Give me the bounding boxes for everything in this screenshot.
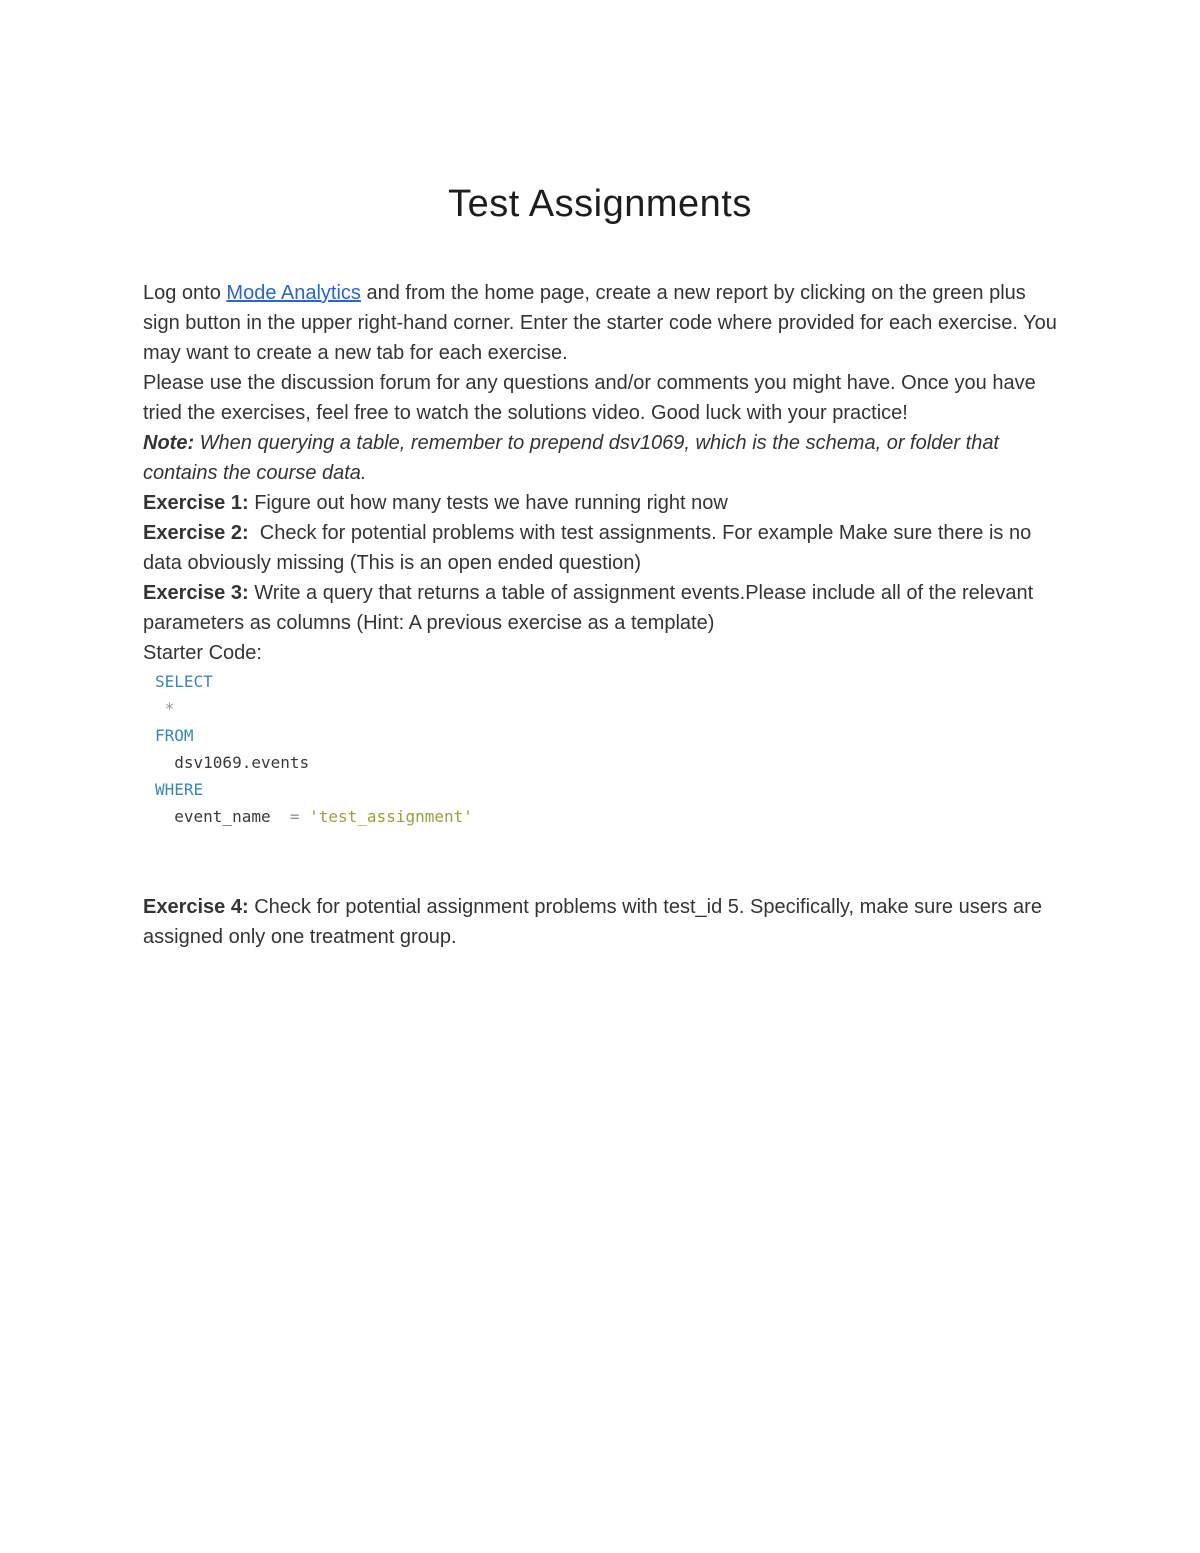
exercise-2 (143, 518, 1057, 578)
code-line (155, 695, 1057, 722)
sql-string-literal: 'test_assignment' (309, 807, 473, 826)
exercise-2-text: Check for potential problems with test assignments. For example Make sure there is no data obviously missing (This is an open ended question) (143, 522, 1037, 574)
exercise-4-label: Exercise 4: (143, 896, 249, 918)
starter-code-block (143, 668, 1057, 830)
sql-column-identifier: event_name (155, 807, 271, 826)
note-text: When querying a table, remember to prepend dsv1069, which is the schema, or folder that contains the course data. (143, 432, 1005, 484)
exercise-3-label: Exercise 3: (143, 582, 249, 604)
sql-keyword: SELECT (155, 672, 213, 691)
exercise-1-label: Exercise 1: (143, 492, 249, 514)
sql-keyword: FROM (155, 726, 194, 745)
sql-star-operator: * (155, 699, 175, 718)
forum-paragraph: Please use the discussion forum for any questions and/or comments you might have. Once you have tried the exercises, feel free to watch the solutions video. Good luck with your practice! (143, 372, 1042, 424)
exercise-3-text: Write a query that returns a table of assignment events.Please include all of the relevant parameters as columns (Hint: A previous exercise as a template) (143, 582, 1039, 634)
exercise-4 (143, 892, 1057, 952)
code-line (155, 776, 1057, 803)
exercise-4-text: Check for potential assignment problems with test_id 5. Specifically, make sure users are assigned only one treatment group. (143, 896, 1048, 948)
code-line (155, 749, 1057, 776)
document-title: Test Assignments (448, 183, 752, 225)
intro-paragraph (143, 278, 1063, 368)
exercise-1 (143, 488, 1057, 518)
note-label: Note: (143, 432, 195, 454)
code-line (155, 722, 1057, 749)
starter-code-label: Starter Code: (143, 642, 262, 664)
intro-text-after-link: and from the home page, create a new report by clicking on the green plus sign button in the upper right-hand corner. Enter the starter code where provided for each exercise. You may want to create a new tab for each exercise. (143, 282, 1063, 364)
exercise-2-label: Exercise 2: (143, 522, 249, 544)
sql-keyword: WHERE (155, 780, 204, 799)
note-paragraph (143, 428, 1057, 488)
code-line (155, 803, 1057, 830)
intro-text-before-link: Log onto (143, 282, 227, 304)
sql-table-identifier: dsv1069.events (155, 753, 310, 772)
exercise-3 (143, 578, 1057, 638)
sql-equals-operator: = (270, 807, 310, 826)
mode-analytics-link[interactable]: Mode Analytics (226, 282, 361, 304)
exercise-1-text: Figure out how many tests we have running right now (248, 492, 728, 514)
code-line (155, 668, 1057, 695)
